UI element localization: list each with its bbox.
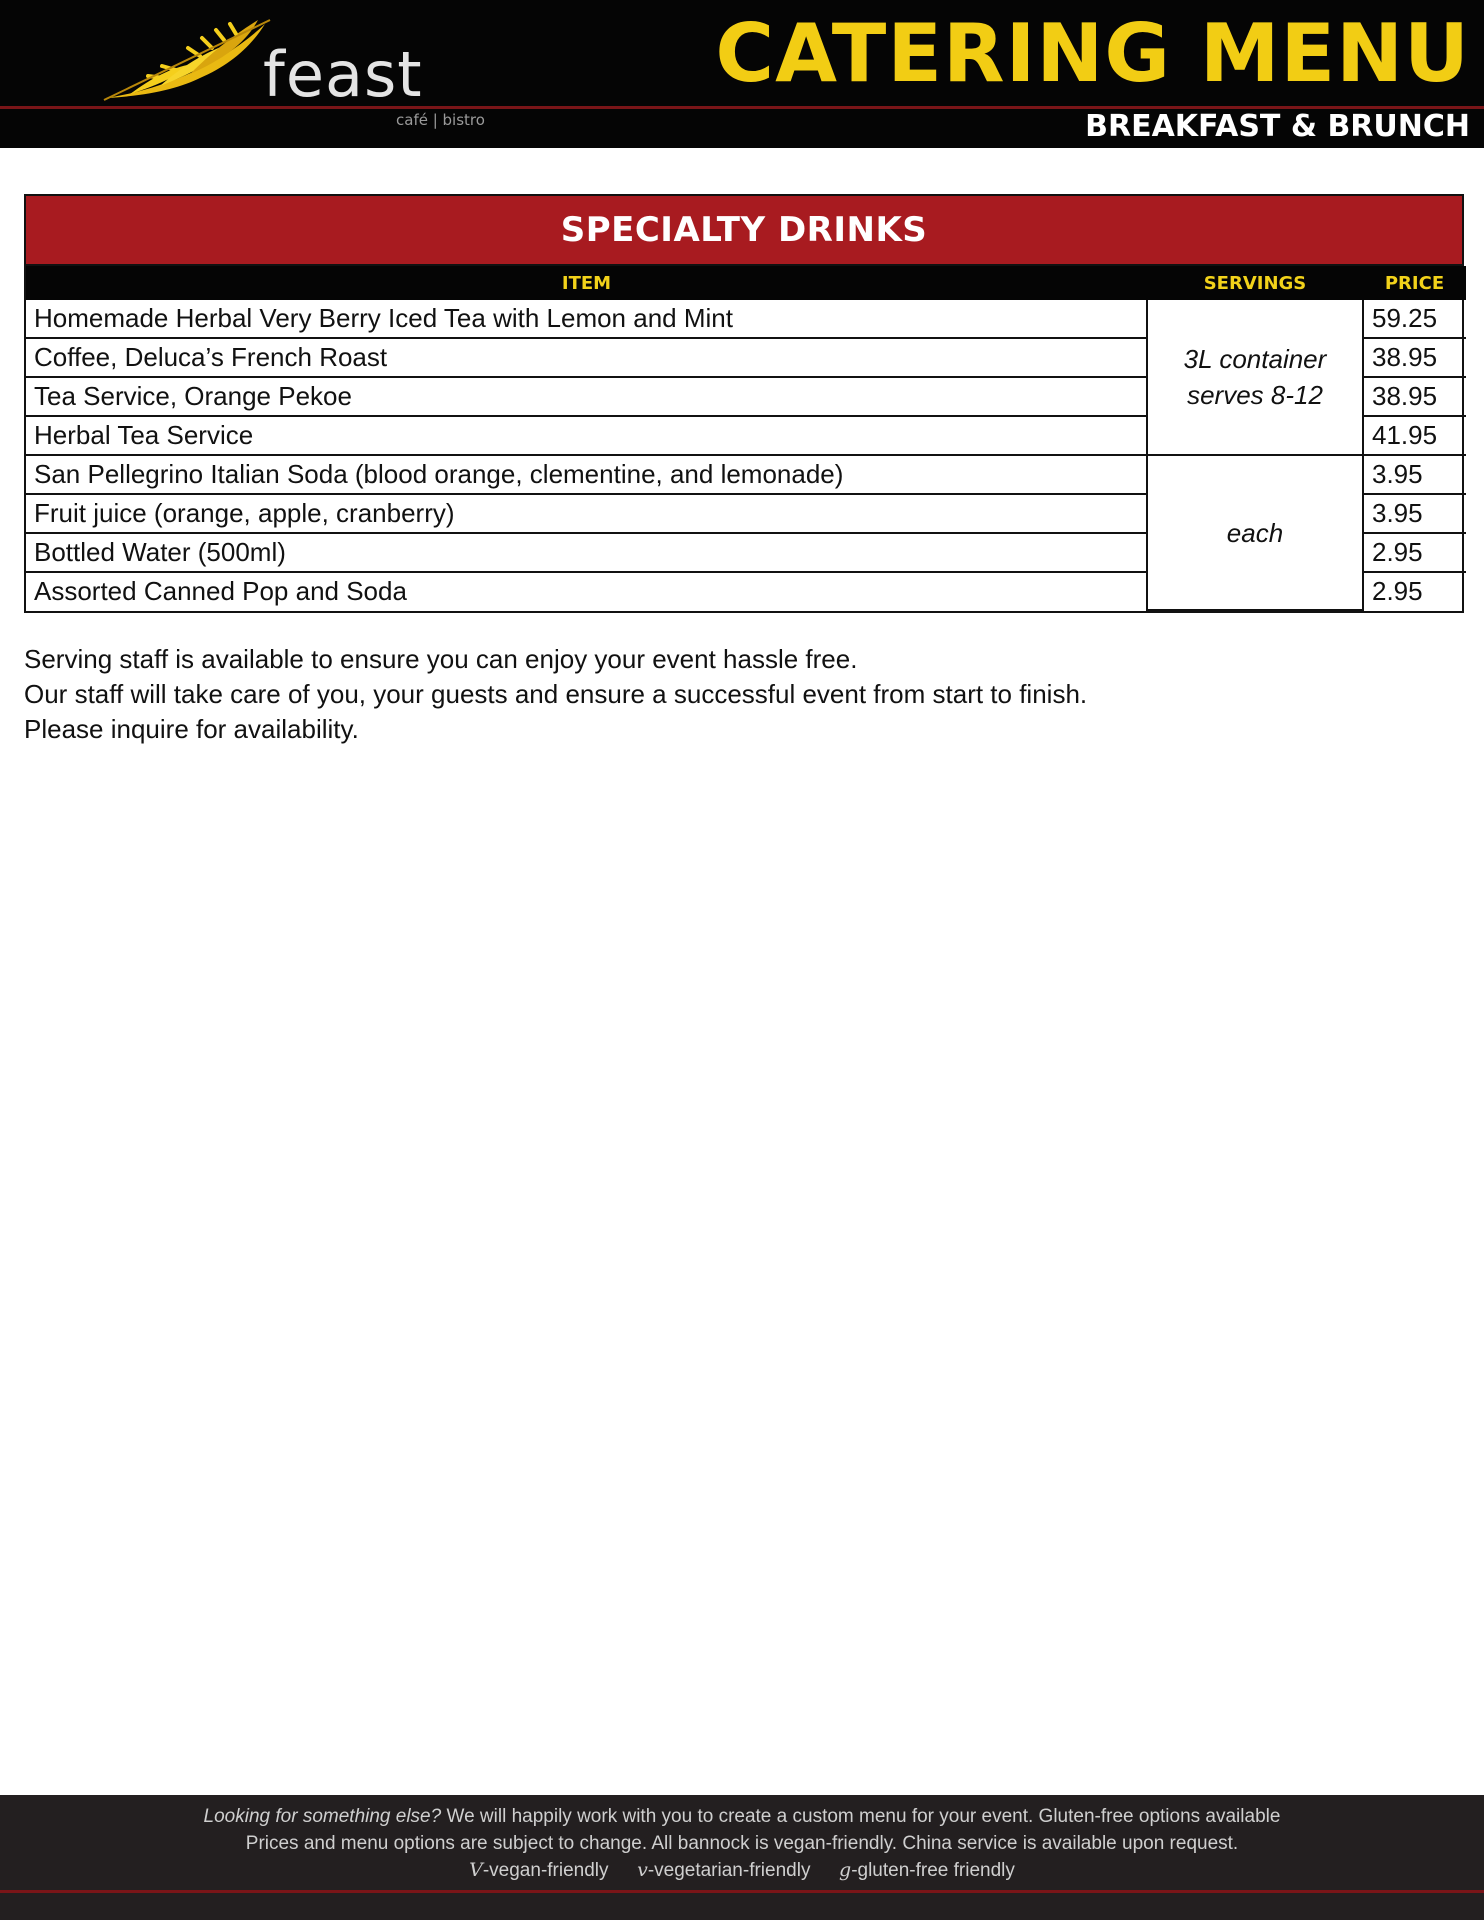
column-header-item: ITEM: [26, 266, 1147, 300]
item-name: Homemade Herbal Very Berry Iced Tea with Lemon and Mint: [26, 300, 1147, 338]
item-name: San Pellegrino Italian Soda (blood orange, clementine, and lemonade): [26, 455, 1147, 494]
table-row: [26, 300, 1466, 338]
footer-text: [0, 1803, 1484, 1884]
item-price: 2.95: [1363, 533, 1466, 572]
note-line: Please inquire for availability.: [24, 714, 359, 744]
logo-subtext: café | bistro: [396, 111, 485, 129]
logo-wordmark: feast: [263, 38, 423, 111]
vegan-label: -vegan-friendly: [482, 1860, 609, 1881]
drinks-table: [26, 266, 1466, 611]
vegetarian-label: -vegetarian-friendly: [647, 1860, 811, 1881]
gluten-free-label: -gluten-free friendly: [851, 1860, 1015, 1881]
vegetarian-mark: v: [637, 1859, 648, 1881]
item-name: Tea Service, Orange Pekoe: [26, 377, 1147, 416]
item-price: 2.95: [1363, 572, 1466, 610]
note-line: Serving staff is available to ensure you can enjoy your event hassle free.: [24, 644, 858, 674]
item-name: Bottled Water (500ml): [26, 533, 1147, 572]
item-name: Assorted Canned Pop and Soda: [26, 572, 1147, 610]
section-title: SPECIALTY DRINKS: [26, 196, 1462, 266]
page-title: CATERING MENU: [715, 7, 1470, 100]
page-subtitle: BREAKFAST & BRUNCH: [1085, 109, 1470, 144]
service-notes: [24, 642, 1464, 747]
footer-red-divider: [0, 1890, 1484, 1893]
footer-legend: [0, 1857, 1484, 1884]
servings-cell: each: [1147, 455, 1363, 610]
item-price: 3.95: [1363, 494, 1466, 533]
footer-question: Looking for something else?: [203, 1806, 442, 1827]
item-name: Herbal Tea Service: [26, 416, 1147, 455]
item-price: 3.95: [1363, 455, 1466, 494]
table-header-row: [26, 266, 1466, 300]
footer: [0, 1795, 1484, 1920]
vegan-mark: V: [469, 1859, 483, 1881]
note-line: Our staff will take care of you, your guests and ensure a successful event from start to finish.: [24, 679, 1088, 709]
item-name: Fruit juice (orange, apple, cranberry): [26, 494, 1147, 533]
item-price: 38.95: [1363, 377, 1466, 416]
servings-cell: 3L container serves 8-12: [1147, 300, 1363, 455]
item-price: 59.25: [1363, 300, 1466, 338]
table-row: [26, 455, 1466, 494]
column-header-price: PRICE: [1363, 266, 1466, 300]
brand-logo: [100, 8, 500, 136]
footer-custom-menu-text: We will happily work with you to create a custom menu for your event. Gluten-free options available: [446, 1806, 1281, 1827]
footer-line-policies: Prices and menu options are subject to change. All bannock is vegan-friendly. China service is available upon request.: [245, 1833, 1239, 1854]
drinks-menu-table: [24, 194, 1464, 613]
gluten-free-mark: g: [839, 1859, 852, 1881]
header: [0, 0, 1484, 148]
item-price: 38.95: [1363, 338, 1466, 377]
column-header-servings: SERVINGS: [1147, 266, 1363, 300]
item-price: 41.95: [1363, 416, 1466, 455]
item-name: Coffee, Deluca’s French Roast: [26, 338, 1147, 377]
footer-line-custom-menu: [0, 1803, 1484, 1830]
